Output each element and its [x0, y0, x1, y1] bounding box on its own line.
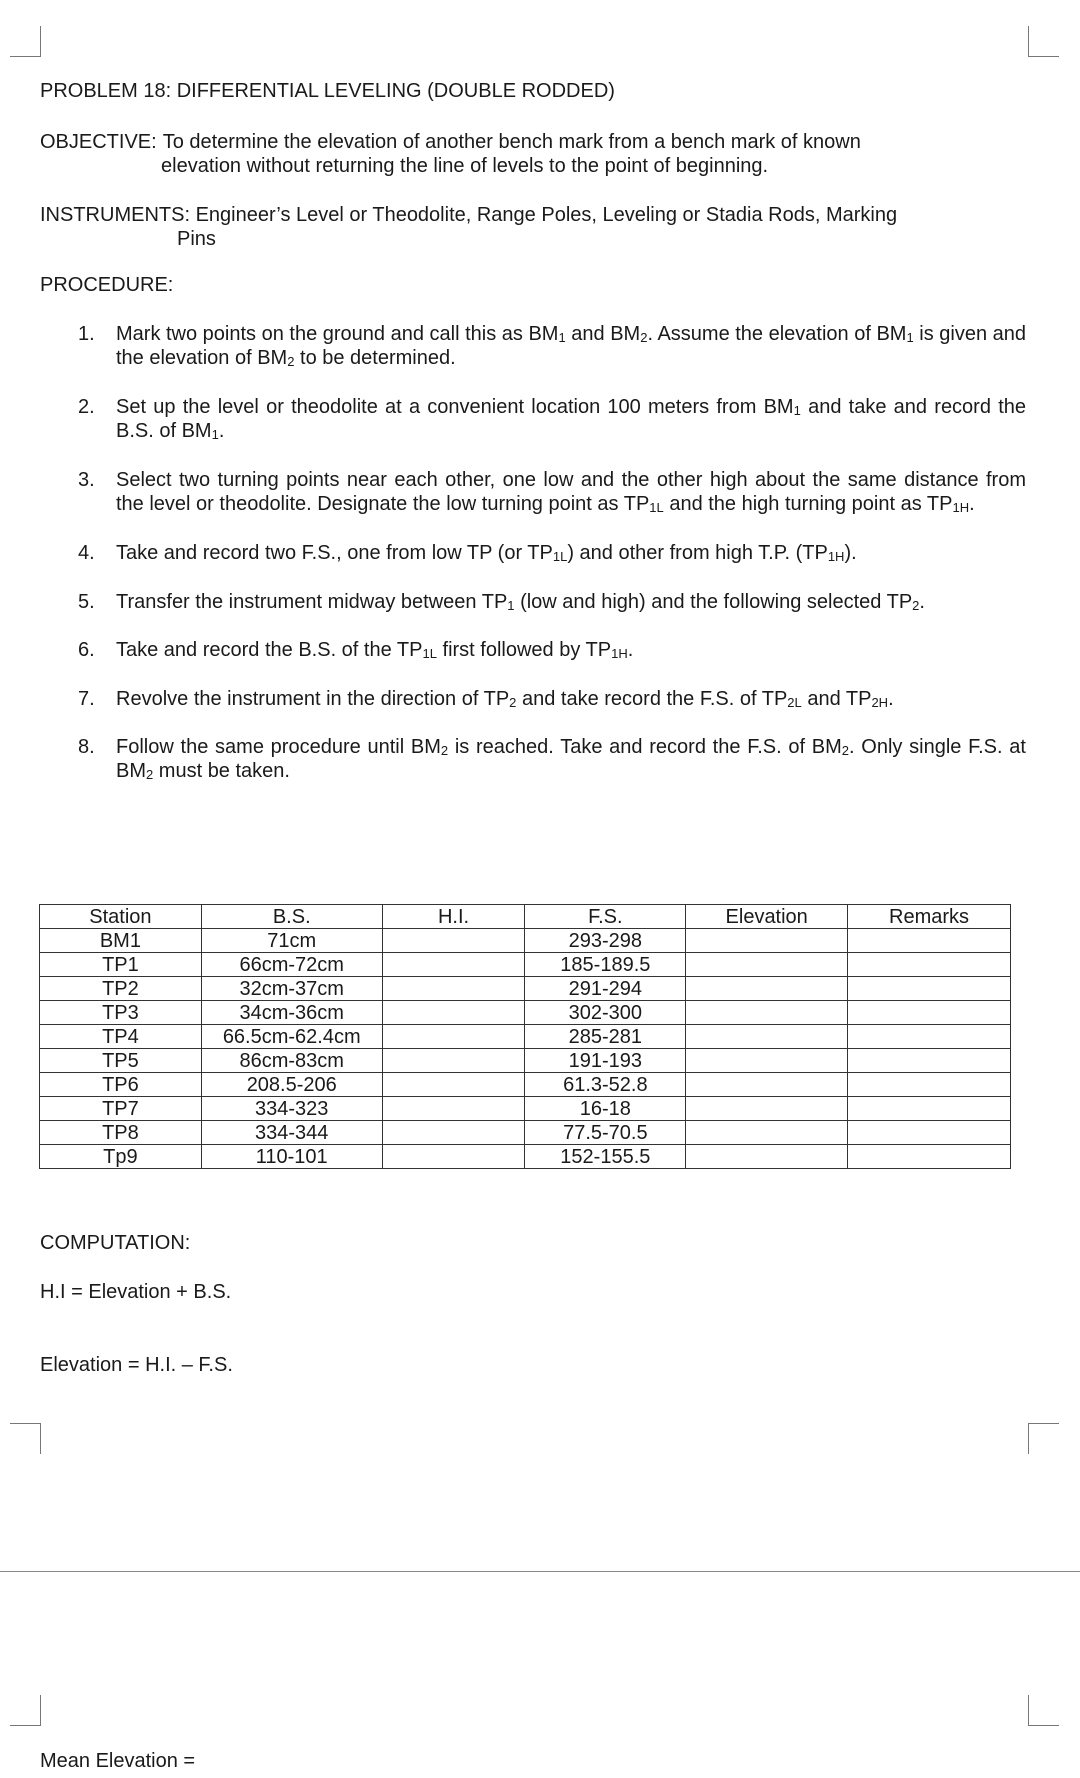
cell-bs: 208.5-206	[201, 1073, 382, 1097]
step-text: Select two turning points near each other, one low and the other high about the same distance from the level or theodolite. Designate the low turning point as TP	[116, 469, 1026, 515]
step-text: .	[218, 420, 225, 442]
step-text: ).	[844, 542, 857, 564]
cell-bs: 110-101	[201, 1145, 382, 1169]
cell-remarks	[848, 1145, 1011, 1169]
cell-hi	[382, 1097, 525, 1121]
crop-mark-top-right	[1028, 26, 1059, 57]
cell-remarks	[848, 1097, 1011, 1121]
crop-mark-bottom-left	[10, 1695, 41, 1726]
step-subscript: 2L	[787, 695, 802, 710]
procedure-label: PROCEDURE:	[40, 274, 174, 296]
step-number: 5.	[78, 591, 95, 613]
cell-elevation	[686, 1001, 848, 1025]
cell-remarks	[848, 1121, 1011, 1145]
step-subscript: 1L	[552, 549, 568, 564]
cell-fs: 185-189.5	[525, 953, 686, 977]
step-number: 1.	[78, 323, 95, 345]
objective-line-2: elevation without returning the line of levels to the point of beginning.	[161, 155, 769, 177]
table-row	[40, 1073, 1011, 1097]
cell-station: TP5	[40, 1049, 202, 1073]
step-text: must be taken.	[153, 760, 290, 782]
cell-remarks	[848, 929, 1011, 953]
cell-fs: 152-155.5	[525, 1145, 686, 1169]
cell-bs: 86cm-83cm	[201, 1049, 382, 1073]
step-text: Revolve the instrument in the direction of TP	[116, 688, 510, 710]
step-number: 3.	[78, 469, 95, 491]
page-divider	[0, 1571, 1080, 1572]
step-text: Mark two points on the ground and call this as BM	[116, 323, 559, 345]
cell-hi	[382, 953, 525, 977]
procedure-step-8	[70, 735, 1026, 783]
crop-mark-mid-left	[10, 1423, 41, 1454]
step-subscript: 2	[912, 598, 920, 613]
cell-bs: 32cm-37cm	[201, 977, 382, 1001]
cell-station: TP1	[40, 953, 202, 977]
header-remarks: Remarks	[848, 905, 1011, 929]
step-text: is given and the elevation of BM	[116, 323, 1027, 369]
step-text: and take and record the B.S. of BM	[116, 396, 1026, 442]
step-subscript: 1H	[827, 549, 845, 564]
cell-fs: 61.3-52.8	[525, 1073, 686, 1097]
cell-fs: 16-18	[525, 1097, 686, 1121]
procedure-step-6	[70, 638, 1026, 662]
step-text: .	[969, 493, 975, 515]
table-row	[40, 953, 1011, 977]
procedure-step-2	[70, 395, 1026, 443]
cell-elevation	[686, 1073, 848, 1097]
cell-fs: 191-193	[525, 1049, 686, 1073]
mean-elevation-label: Mean Elevation =	[40, 1750, 196, 1772]
step-subscript: 2	[640, 330, 648, 345]
instruments-line-2: Pins	[177, 228, 216, 250]
step-subscript: 1H	[611, 646, 628, 661]
cell-fs: 302-300	[525, 1001, 686, 1025]
step-text: Take and record the B.S. of the TP	[116, 639, 423, 661]
step-subscript: 2	[509, 695, 517, 710]
cell-fs: 77.5-70.5	[525, 1121, 686, 1145]
cell-elevation	[686, 953, 848, 977]
step-subscript: 1L	[649, 500, 664, 515]
cell-station: BM1	[40, 929, 202, 953]
cell-remarks	[848, 977, 1011, 1001]
formula-hi: H.I = Elevation + B.S.	[40, 1281, 232, 1303]
step-subscript: 1	[211, 427, 219, 442]
table-row	[40, 1097, 1011, 1121]
step-subscript: 2	[146, 767, 154, 782]
step-subscript: 1	[558, 330, 566, 345]
cell-elevation	[686, 1025, 848, 1049]
table-row	[40, 1025, 1011, 1049]
step-number: 6.	[78, 639, 95, 661]
objective-line-1: To determine the elevation of another bench mark from a bench mark of known	[162, 131, 861, 153]
step-text: ) and other from high T.P. (TP	[567, 542, 828, 564]
step-subscript: 2	[440, 743, 449, 758]
step-text: . Assume the elevation of BM	[647, 323, 907, 345]
step-subscript: 2	[287, 354, 295, 369]
cell-station: TP2	[40, 977, 202, 1001]
cell-fs: 293-298	[525, 929, 686, 953]
cell-elevation	[686, 977, 848, 1001]
step-subscript: 1	[906, 330, 914, 345]
cell-hi	[382, 1001, 525, 1025]
step-text: Follow the same procedure until BM	[116, 736, 441, 758]
step-text: Set up the level or theodolite at a convenient location 100 meters from BM	[116, 396, 794, 418]
header-bs: B.S.	[201, 905, 382, 929]
step-text: and the high turning point as TP	[663, 493, 953, 515]
cell-fs: 285-281	[525, 1025, 686, 1049]
cell-station: Tp9	[40, 1145, 202, 1169]
step-text: and take record the F.S. of TP	[516, 688, 788, 710]
step-text: Take and record two F.S., one from low TP (or TP	[116, 542, 553, 564]
crop-mark-mid-right	[1028, 1423, 1059, 1454]
instruments-section	[40, 203, 940, 251]
step-text: .	[888, 688, 894, 710]
procedure-steps	[70, 322, 1026, 783]
step-text: . Only single F.S. at BM	[116, 736, 1026, 782]
table-row	[40, 1145, 1011, 1169]
step-number: 8.	[78, 736, 95, 758]
step-number: 4.	[78, 542, 95, 564]
cell-remarks	[848, 1073, 1011, 1097]
formula-elevation: Elevation = H.I. – F.S.	[40, 1354, 233, 1376]
cell-hi	[382, 1049, 525, 1073]
procedure-step-7	[70, 687, 1026, 711]
step-number: 2.	[78, 396, 95, 418]
cell-elevation	[686, 929, 848, 953]
objective-label: OBJECTIVE:	[40, 131, 157, 153]
step-subscript: 1	[507, 598, 515, 613]
computation-label: COMPUTATION:	[40, 1232, 191, 1254]
table-row	[40, 929, 1011, 953]
cell-remarks	[848, 1025, 1011, 1049]
step-text: first followed by TP	[436, 639, 612, 661]
cell-remarks	[848, 1049, 1011, 1073]
table-row	[40, 1049, 1011, 1073]
cell-bs: 71cm	[201, 929, 382, 953]
header-hi: H.I.	[382, 905, 525, 929]
cell-elevation	[686, 1049, 848, 1073]
crop-mark-top-left	[10, 26, 41, 57]
cell-station: TP3	[40, 1001, 202, 1025]
procedure-step-1	[70, 322, 1026, 370]
step-subscript: 2	[841, 743, 850, 758]
cell-elevation	[686, 1121, 848, 1145]
cell-hi	[382, 1121, 525, 1145]
cell-station: TP6	[40, 1073, 202, 1097]
cell-elevation	[686, 1145, 848, 1169]
cell-remarks	[848, 1001, 1011, 1025]
cell-station: TP8	[40, 1121, 202, 1145]
leveling-table	[39, 904, 1011, 1169]
cell-hi	[382, 1073, 525, 1097]
step-subscript: 2H	[871, 695, 889, 710]
instruments-label: INSTRUMENTS:	[40, 204, 190, 226]
step-number: 7.	[78, 688, 95, 710]
step-text: and TP	[801, 688, 872, 710]
procedure-step-4	[70, 541, 1026, 565]
header-station: Station	[40, 905, 202, 929]
cell-elevation	[686, 1097, 848, 1121]
step-text: and BM	[565, 323, 641, 345]
cell-fs: 291-294	[525, 977, 686, 1001]
step-subscript: 1	[793, 403, 801, 418]
table-row	[40, 1121, 1011, 1145]
procedure-step-3	[70, 468, 1026, 516]
cell-bs: 334-344	[201, 1121, 382, 1145]
header-fs: F.S.	[525, 905, 686, 929]
header-elevation: Elevation	[686, 905, 848, 929]
crop-mark-bottom-right	[1028, 1695, 1059, 1726]
problem-title: PROBLEM 18: DIFFERENTIAL LEVELING (DOUBLE RODDED)	[40, 80, 615, 102]
cell-station: TP4	[40, 1025, 202, 1049]
cell-remarks	[848, 953, 1011, 977]
cell-bs: 66.5cm-62.4cm	[201, 1025, 382, 1049]
cell-hi	[382, 977, 525, 1001]
table-row	[40, 977, 1011, 1001]
cell-hi	[382, 1145, 525, 1169]
step-text: is reached. Take and record the F.S. of BM	[448, 736, 842, 758]
step-subscript: 1L	[422, 646, 437, 661]
step-text: Transfer the instrument midway between TP	[116, 591, 508, 613]
table-row	[40, 1001, 1011, 1025]
instruments-line-1: Engineer’s Level or Theodolite, Range Poles, Leveling or Stadia Rods, Marking	[195, 204, 898, 226]
step-subscript: 1H	[952, 500, 970, 515]
step-text: (low and high) and the following selected TP	[514, 591, 913, 613]
cell-hi	[382, 929, 525, 953]
cell-bs: 34cm-36cm	[201, 1001, 382, 1025]
objective-section	[40, 130, 910, 178]
table-header-row	[40, 905, 1011, 929]
cell-hi	[382, 1025, 525, 1049]
step-text: .	[627, 639, 634, 661]
procedure-step-5	[70, 590, 1026, 614]
cell-bs: 334-323	[201, 1097, 382, 1121]
cell-bs: 66cm-72cm	[201, 953, 382, 977]
step-text: .	[919, 591, 925, 613]
step-text: to be determined.	[294, 347, 456, 369]
cell-station: TP7	[40, 1097, 202, 1121]
